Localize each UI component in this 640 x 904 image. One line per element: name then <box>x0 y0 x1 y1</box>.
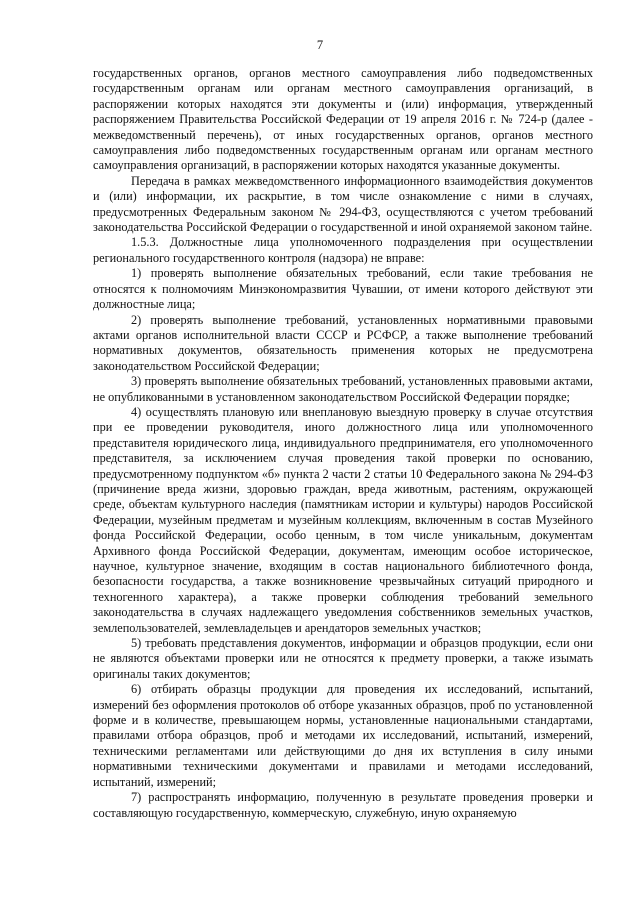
list-item-3: 3) проверять выполнение обязательных требований, установленных правовыми актами, не опубликованными в установленном законодательством Российской Федерации порядке; <box>93 374 593 404</box>
paragraph-interagency-transfer: Передача в рамках межведомственного информационного взаимодействия документов и (или) информации, их раскрытие, в том числе ознакомление с ними в случаях, предусмотренных Федеральным законом № 294-ФЗ, осуществляются с учетом требований законодательства Российской Федерации о государственной и иной охраняемой законом тайне. <box>93 173 593 235</box>
list-item-1: 1) проверять выполнение обязательных требований, если такие требования не относятся к полномочиям Минэкономразвития Чувашии, от имени которого действуют эти должностные лица; <box>93 266 593 312</box>
list-item-6: 6) отбирать образцы продукции для проведения их исследований, испытаний, измерений без оформления протоколов об отборе указанных образцов, проб по установленной форме и в количестве, превышающем нормы, установленные национальными стандартами, правилами отбора образцов, проб и методами их исследований, испытаний, измерений, техническими регламентами или действующими до дня их вступления в силу иными нормативными техническими документами и правилами и методами исследований, испытаний, измерений; <box>93 682 593 789</box>
page-number: 7 <box>316 38 324 52</box>
paragraph-1-5-3: 1.5.3. Должностные лица уполномоченного подразделения при осуществлении регионального государственного контроля (надзора) не вправе: <box>93 235 593 265</box>
list-item-4: 4) осуществлять плановую или внеплановую выездную проверку в случае отсутствия при ее проведении руководителя, иного должностного лица или уполномоченного представителя юридического лица, индивидуального предпринимателя, его уполномоченного представителя, за исключением случая проведения такой проверки по основанию, предусмотренному подпунктом «б» пункта 2 части 2 статьи 10 Федерального закона № 294-ФЗ (причинение вреда жизни, здоровью граждан, вреда животным, растениям, окружающей среде, объектам культурного наследия (памятникам истории и культуры) народов Российской Федерации, музейным предметам и музейным коллекциям, включенным в состав Музейного фонда Российской Федерации, особо ценным, в том числе уникальным, документам Архивного фонда Российской Федерации, документам, имеющим особое историческое, научное, культурное значение, входящим в состав национального библиотечного фонда, безопасности государства, а также возникновение чрезвычайных ситуаций природного и техногенного характера), а также проверки соблюдения требований земельного законодательства в случаях надлежащего уведомления собственников земельных участков, землепользователей, землевладельцев и арендаторов земельных участков; <box>93 404 593 635</box>
list-item-2: 2) проверять выполнение требований, установленных нормативными правовыми актами органов исполнительной власти СССР и РСФСР, а также выполнение требований нормативных документов, обязательность применения которых не предусмотрена законодательством Российской Федерации; <box>93 312 593 373</box>
list-item-7: 7) распространять информацию, полученную в результате проведения проверки и составляющую государственную, коммерческую, служебную, иную охраняемую <box>93 790 593 820</box>
list-item-5: 5) требовать представления документов, информации и образцов продукции, если они не являются объектами проверки или не относятся к предмету проверки, а также изымать оригиналы таких документов; <box>93 636 593 681</box>
document-body <box>93 66 593 821</box>
paragraph-continuation: государственных органов, органов местного самоуправления либо подведомственных государственным органам или органам местного самоуправления организаций, в распоряжении которых находятся эти документы и (или) информация, утвержденный распоряжением Правительства Российской Федерации от 19 апреля 2016 г. № 724-р (далее - межведомственный перечень), от иных государственных органов, органов местного самоуправления либо подведомственных государственным органам или органам местного самоуправления организаций, в распоряжении которых находятся указанные документы. <box>93 66 593 173</box>
